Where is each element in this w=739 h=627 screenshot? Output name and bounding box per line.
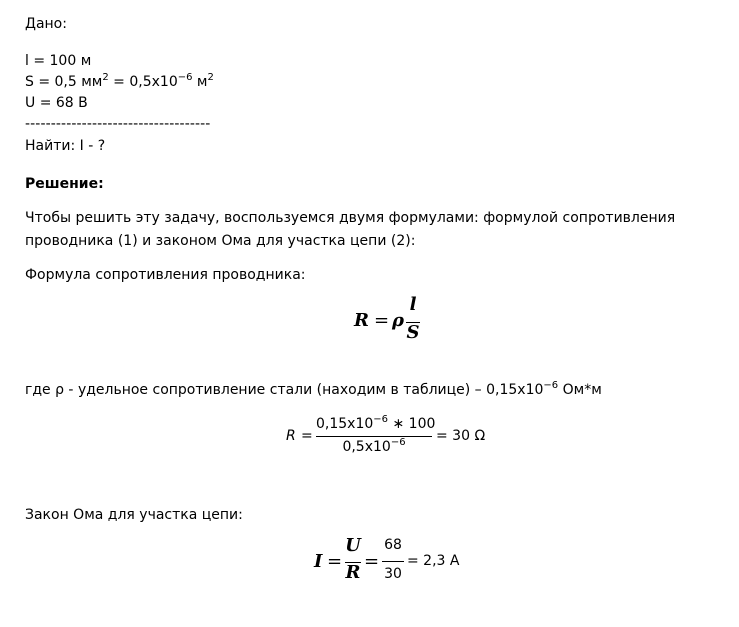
- given-area-unit: м: [192, 74, 208, 90]
- calc1-numerator: [316, 414, 436, 432]
- formula1-lhs: R: [354, 310, 369, 331]
- given-area-exp2: −6: [177, 72, 193, 83]
- calc1-lhs: R: [286, 428, 296, 444]
- calc1-result: = 30 Ω: [436, 428, 486, 444]
- solution-heading: Решение:: [25, 176, 104, 192]
- rho-note: [25, 381, 602, 399]
- ohm-caption: Закон Ома для участка цепи:: [25, 507, 243, 523]
- calc1-num-exp: −6: [373, 414, 389, 425]
- find-line: Найти: I - ?: [25, 138, 106, 154]
- given-area-pre: S = 0,5 мм: [25, 74, 103, 90]
- given-length: l = 100 м: [25, 53, 92, 69]
- given-voltage: U = 68 В: [25, 95, 88, 111]
- formula1-rho: ρ: [392, 310, 404, 331]
- calc1-num-post: ∗ 100: [388, 416, 436, 432]
- given-area: [25, 73, 214, 91]
- intro-line-1: Чтобы решить эту задачу, воспользуемся двумя формулами: формулой сопротивления: [25, 210, 676, 226]
- formula1-eq: =: [374, 310, 390, 331]
- calc1-den-exp: −6: [390, 437, 406, 448]
- formula2-num1: U: [345, 535, 361, 556]
- calc1-bar: [316, 436, 432, 437]
- given-area-exp3: 2: [207, 72, 214, 83]
- formula2-num2: 68: [384, 537, 402, 553]
- formula2-result: = 2,3 А: [407, 553, 460, 569]
- intro-line-2: проводника (1) и законом Ома для участка цепи (2):: [25, 233, 416, 249]
- formula2-den1: R: [345, 562, 361, 583]
- rho-note-pre: где ρ - удельное сопротивление стали (находим в таблице) – 0,15x10: [25, 382, 544, 398]
- formula1-num: l: [409, 294, 417, 315]
- rho-note-post: Ом*м: [558, 382, 602, 398]
- formula2-eq2: =: [364, 551, 380, 572]
- given-separator: ------------------------------------: [25, 116, 211, 132]
- calc1-num-pre: 0,15x10: [316, 416, 374, 432]
- formula2-bar2: [382, 561, 404, 562]
- given-heading: Дано:: [25, 16, 67, 32]
- calc1-denominator: [316, 439, 432, 455]
- formula1-den: S: [406, 322, 420, 343]
- formula2-eq1: =: [327, 551, 343, 572]
- resistance-calculation: [286, 414, 506, 460]
- calc1-eq: =: [301, 428, 313, 444]
- ohm-formula: [314, 537, 474, 587]
- given-area-exp1: 2: [102, 72, 109, 83]
- resistance-formula: [354, 294, 434, 344]
- given-area-mid: = 0,5x10: [108, 74, 178, 90]
- calc1-den-pre: 0,5x10: [342, 439, 391, 455]
- formula2-den2: 30: [384, 566, 402, 582]
- formula1-caption: Формула сопротивления проводника:: [25, 267, 306, 283]
- rho-note-exp: −6: [543, 380, 559, 391]
- formula2-lhs: I: [314, 551, 323, 572]
